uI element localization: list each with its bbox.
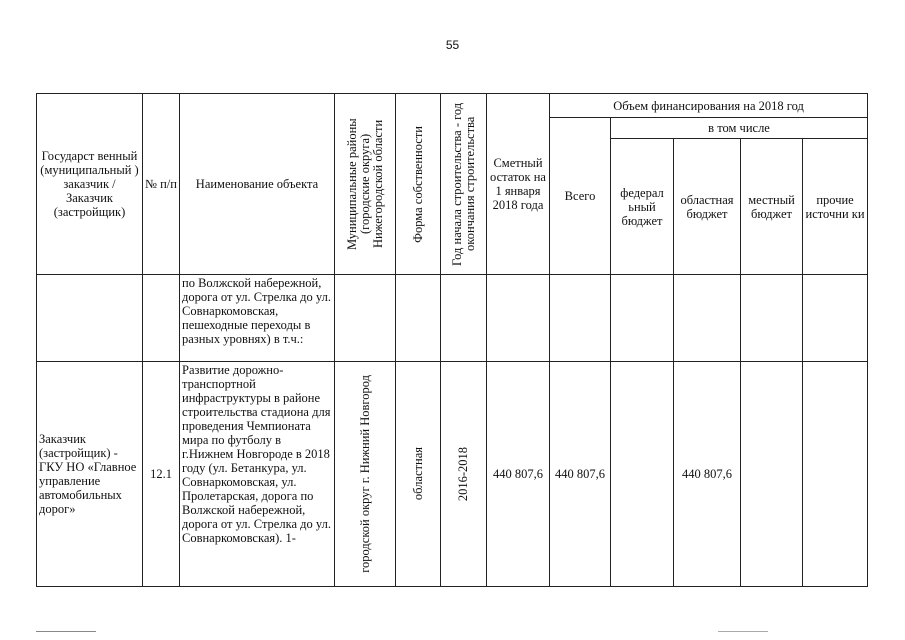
cell-object-name: Развитие дорожно-транспортной инфраструктуры в районе строительства стадиона для проведения Чемпионата мира по футболу в г.Нижнем Новгороде в 2018 году (ул. Бетанкура, ул. Совнаркомовская, ул. Пролетарская, дорога по Волжской набережной, дорога от ул. Стрелка до ул. Совнаркомовская). 1- <box>180 362 335 587</box>
cell-regional: 440 807,6 <box>674 362 741 587</box>
cell-ownership-text: областная <box>410 447 425 501</box>
cell-other <box>803 275 868 362</box>
cell-total <box>550 275 611 362</box>
financing-table <box>36 93 868 587</box>
page-number: 55 <box>445 38 460 52</box>
header-local: местный бюджет <box>741 139 803 275</box>
cell-balance <box>487 275 550 362</box>
cell-ownership <box>396 362 441 587</box>
header-districts <box>335 94 396 275</box>
header-regional: областная бюджет <box>674 139 741 275</box>
cell-object-name: по Волжской набережной, дорога от ул. Стрелка до ул. Совнаркомовская, пешеходные переходы в разных уровнях) в т.ч.: <box>180 275 335 362</box>
scan-artifact-line <box>36 631 96 632</box>
cell-local <box>741 275 803 362</box>
table-row <box>37 362 868 587</box>
header-customer: Государст венный (муниципальный ) заказчик / Заказчик (застройщик) <box>37 94 143 275</box>
cell-district <box>335 362 396 587</box>
cell-number <box>143 275 180 362</box>
cell-total: 440 807,6 <box>550 362 611 587</box>
header-ownership <box>396 94 441 275</box>
cell-local <box>741 362 803 587</box>
header-total: Всего <box>550 118 611 275</box>
scan-artifact-line <box>718 631 768 632</box>
table-row <box>37 275 868 362</box>
cell-federal <box>611 362 674 587</box>
header-ownership-text: Форма собственности <box>410 125 425 243</box>
header-number: № п/п <box>143 94 180 275</box>
cell-customer <box>37 275 143 362</box>
cell-years <box>441 275 487 362</box>
cell-balance: 440 807,6 <box>487 362 550 587</box>
header-other: прочие источни ки <box>803 139 868 275</box>
cell-years-text: 2016-2018 <box>456 446 470 502</box>
cell-number: 12.1 <box>143 362 180 587</box>
cell-regional <box>674 275 741 362</box>
header-including: в том числе <box>611 118 868 139</box>
cell-other <box>803 362 868 587</box>
header-districts-text: Муниципальные районы (городские округа) Нижегородской области <box>344 118 385 250</box>
cell-customer: Заказчик (застройщик) - ГКУ НО «Главное управление автомобильных дорог» <box>37 362 143 587</box>
cell-years <box>441 362 487 587</box>
cell-district-text: городской округ г. Нижний Новгород <box>357 375 372 573</box>
cell-district <box>335 275 396 362</box>
cell-ownership <box>396 275 441 362</box>
header-balance: Сметный остаток на 1 января 2018 года <box>487 94 550 275</box>
cell-federal <box>611 275 674 362</box>
header-years-text: Год начала строительства - год окончания строительства <box>449 102 477 266</box>
header-funding-group: Объем финансирования на 2018 год <box>550 94 868 118</box>
header-years <box>441 94 487 275</box>
header-federal: федерал ьный бюджет <box>611 139 674 275</box>
header-object-name: Наименование объекта <box>180 94 335 275</box>
